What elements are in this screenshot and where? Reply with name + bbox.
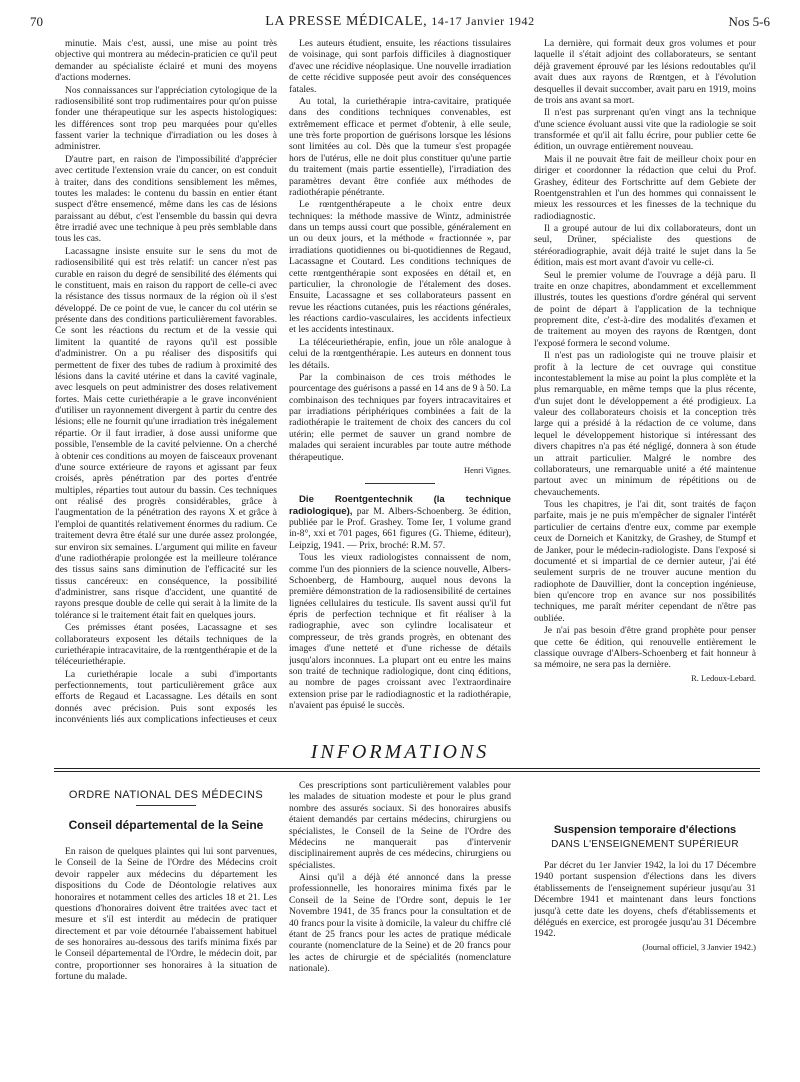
article-column-1	[55, 38, 277, 726]
article-paragraph: Lacassagne insiste ensuite sur le sens du mot de radiosensibilité qui est très relatif: un cancer n'est pas curable en raison du degré de sensibilité des éléments qui le constituent, mais en raison du rapport de celle-ci avec la résistance des tissus normaux de la région où il s'est développé. De ce point de vue, le cancer du col utérin se présente dans des conditions particulièrement favorables. Ce sont les réactions du rectum et de la vessie qui limitent la quantité de rayons qu'il est possible d'administrer. On a pu réaliser des dispositifs qui permettent de fixer des tubes de radium à proximité des lésions dans la cavité utérine et dans la cavité vaginale, avec lesquels on peut administrer des doses relativement fortes. Mais cette curiethérapie a le grave inconvénient d'utiliser un rayonnement divergent à partir du centre des lésions; elle ne fournit qu'une irradiation très inégalement répartie. Or il faut irradier, à dose aussi uniforme que possible, l'ensemble de la cavité pelvienne. On a cherché à obtenir ces conditions au moyen de faisceaux provenant d'une source extérieure de rayons et agissant par feux croisés, après pénétration par des portes d'entrée multiples, réparties tout autour du bassin. Ces techniques ont réalisé des progrès considérables, grâce à l'augmentation de la pénétration des rayons X et grâce à l'emploi de quantités relativement énormes du radium. Ce traitement devra être étalé sur une durée assez prolongée, sur environ six semaines. L'argument qui milite en faveur d'une radiothérapie prolongée est la meilleure tolérance des tissus sains sans diminution de l'efficacité sur les tissus cancéreux: en conséquence, la possibilité d'administrer, sans risque d'accident, une quantité de rayons presque double de celle qui serait à la limite de la tolérance si le traitement était fait en quelques jours.	[55, 245, 277, 621]
article-column-2	[289, 38, 511, 726]
divider	[54, 768, 760, 769]
elections-source: (Journal officiel, 3 Janvier 1942.)	[642, 941, 756, 952]
ordre-subheading: Conseil départemental de la Seine	[68, 818, 264, 832]
elections-subtitle: DANS L'ENSEIGNEMENT SUPÉRIEUR	[551, 839, 739, 850]
article-paragraph: La téléceuriethérapie, enfin, joue un rôle analogue à celui de la rœntgenthérapie. Les auteurs en donnent tous les détails.	[289, 336, 511, 371]
issue-number: Nos 5-6	[728, 14, 770, 29]
review-paragraph: Mais il ne pouvait être fait de meilleur choix pour en diriger et coordonner la rédaction que celui du Prof. Grashey, éditeur des Fortschritte auf dem Gebiete der Roentgenstrahlen et l'un des hommes qui connaissent le mieux les ressources et les finesses de la technique du radiodiagnostic.	[534, 153, 756, 222]
article-column-3	[534, 38, 756, 726]
article-paragraph: Les auteurs étudient, ensuite, les réactions tissulaires de voisinage, qui sont parfois difficiles à diagnostiquer d'avec une récidive néoplasique. Une nouvelle irradiation de cette récidive supposée peut avoir des conséquences fatales.	[289, 38, 511, 95]
ordre-column-1	[55, 780, 277, 1075]
elections-column	[534, 780, 756, 1075]
article-paragraph: D'autre part, en raison de l'impossibilité d'apprécier avec certitude l'extension vraie du cancer, on est conduit à traiter, dans des conditions sensiblement les mêmes, toutes les malades: le contenu du bassin en entier étant suspect d'être ensemencé, même dans les cas de lésions paraissant au début, c'est l'ensemble du bassin qui devra être irradié avec une technique à peu près semblable dans tous les cas.	[55, 153, 277, 245]
review-header	[289, 494, 511, 551]
review-paragraph: Tous les chapitres, je l'ai dit, sont traités de façon parfaite, mais je ne puis m'empêcher de signaler l'intérêt particulier de certains d'entre eux, comme par exemple ceux de Dorneich et Kanitzky, de Grashey, de Stumpf et de Janker, pour le médecin-radiologiste. Dans l'exposé si documenté et si impartial de ce dernier auteur, j'ai été seulement surpris de ne trouver aucune mention du radiophote de Dauvillier, dont la conception ingénieuse, bien qu'encore trop en avance sur nos possibilités techniques, me paraît mériter cependant de n'être pas oubliée.	[534, 499, 756, 624]
ordre-heading: ORDRE NATIONAL DES MÉDECINS	[68, 789, 264, 801]
informations-heading: INFORMATIONS	[310, 741, 490, 763]
ordre-paragraph: Ainsi qu'il a déjà été annoncé dans la presse professionnelle, les honoraires minima fixés par le Conseil de la Seine de l'Ordre sont, depuis le 1er Novembre 1941, de 35 francs pour la consultation et de 40 francs pour la visite à domicile, la valeur du chiffre clé étant de 25 francs pour les actes de pratique médicale courante (nomenclature de la Seine) et de 20 francs pour les actes de chirurgie et de spécialités (nomenclature nationale).	[289, 872, 511, 974]
page-number: 70	[30, 14, 43, 29]
ordre-paragraph: Ces prescriptions sont particulièrement valables pour les malades de situation modeste et pour le plus grand nombre des assurés sociaux. Si des honoraires abusifs étaient demandés par certains médecins, chirurgiens ou spécialistes, le Conseil de la Seine de l'Ordre des Médecins ne manquerait pas d'intervenir disciplinairement auprès de ces médecins, chirurgiens ou spécialistes.	[289, 780, 511, 871]
review-paragraph: Il n'est pas surprenant qu'en vingt ans la technique d'une science évoluant aussi vite que la radiologie se soit transformée et qu'il ait fallu écrire, pour publier cette 6e édition, un ouvrage entièrement nouveau.	[534, 107, 756, 153]
issue-date: 14-17 Janvier 1942	[431, 14, 535, 28]
article-paragraph: Au total, la curiethérapie intra-cavitaire, pratiquée dans des conditions techniques convenables, est extrêmement efficace et permet d'obtenir, à elle seule, une très forte proportion de guérisons lorsque les lésions sont limitées au col. Dès que la tumeur s'est propagée hors de l'utérus, elle ne doit plus constituer qu'une partie du traitement (mais partie essentielle), l'irradiation des paramètres devant être confiée aux méthodes de radiothérapie pénétrante.	[289, 95, 511, 198]
review-paragraph: Il a groupé autour de lui dix collaborateurs, dont un seul, Drüner, spécialiste des questions de stéréoradiographie, avait déjà traité le sujet dans la 5e édition, mais est mort avant d'avoir vu celle-ci.	[534, 223, 756, 269]
review-title: Die Roentgentechnik (la technique radiologique),	[289, 494, 511, 517]
review-paragraph: Je n'ai pas besoin d'être grand prophète pour penser que cette 6e édition, qui renouvelle entièrement le classique ouvrage d'Albers-Schoenberg et fait honneur à sa mémoire, ne sera pas la dernière.	[534, 625, 756, 671]
publication-title	[30, 14, 770, 30]
ordre-column-2	[289, 780, 511, 1075]
review-signature: R. Ledoux-Lebard.	[691, 672, 756, 683]
review-biblio: par M. Albers-Schoenberg. 3e édition, publiée par le Prof. Grashey. Tome Ier, 1 volume grand in-8°, xxi et 701 pages, 661 figures (G. Thieme, éditeur), Leipzig, 1941. — Prix, broché: R.M. 57.	[289, 505, 511, 551]
article-paragraph: La curiethérapie locale a subi d'importants perfectionnements, tout particulièrement grâce aux efforts de Regaud et Lacassagne. Les détails en sont donnés avec précision. Puis sont exposés les inconvénients liés aux complications infectieuses et ceux	[55, 668, 277, 726]
review-paragraph: Il n'est pas un radiologiste qui ne trouve plaisir et profit à la lecture de cet ouvrage qui constitue incontestablement la mise au point la plus complète et la plus remarquable, en même temps que la plus récente, d'un sujet dont le développement a été prodigieux. La valeur des collaborateurs choisis et la conception très large qui a présidé à la rédaction de ce volume, dans lequel le développement historique si intéressant des divers chapitres n'a pas été négligé, donnera à son étude un attrait particulier. Malgré le nombre des collaborateurs, une remarquable unité a été maintenue partout avec un minimum de répétitions ou de chevauchements.	[534, 350, 756, 498]
page-header	[30, 14, 770, 32]
article-signature: Henri Vignes.	[463, 464, 511, 475]
article-paragraph: Nos connaissances sur l'appréciation cytologique de la radiosensibilité sont trop rudimentaires pour qu'on puisse fonder une thérapeutique sur les aspects histologiques: les différences sont trop peu marquées pour qu'elles fassent varier la technique d'irradiation ou les doses à administrer.	[55, 84, 277, 153]
divider	[136, 805, 196, 806]
review-paragraph: Seul le premier volume de l'ouvrage a déjà paru. Il traite en onze chapitres, abondamment et excellemment illustrés, toutes les questions d'ordre général qui servent de point de départ à l'application de la technique proprement dite, c'est-à-dire des modalités d'examen et de traitement au moyen des rayons de Rœntgen, dont l'exposé formera le second volume.	[534, 269, 756, 349]
ordre-paragraph: En raison de quelques plaintes qui lui sont parvenues, le Conseil de la Seine de l'Ordre des Médecins croit devoir rappeler aux médecins du département les dispositions du Code de Déontologie relatives aux honoraires et notamment celles des articles 18 et 21. Les questions d'honoraires doivent être traitées avec tact et mesure et s'il est interdit au médecin de pratiquer directement et par voie détournée l'abaissement habituel de ses honoraires au-dessous des tarifs minima fixés par le Conseil départemental de l'Ordre, le médecin doit, par contre, proportionner ses honoraires à la situation de fortune du malade.	[55, 846, 277, 983]
divider	[54, 771, 760, 772]
review-paragraph: La dernière, qui formait deux gros volumes et pour laquelle il s'était adjoint des collaborateurs, se sentant déjà gravement éprouvé par les lésions redoutables qu'il avait dues aux rayons de Rœntgen, et à l'évolution desquelles il devait succomber, avait paru en 1919, moins de trois ans avant sa mort.	[534, 38, 756, 106]
article-paragraph: Ces prémisses étant posées, Lacassagne et ses collaborateurs exposent les détails techniques de la curiethérapie intracavitaire, de la rœntgenthérapie et de la téléceuriethérapie.	[55, 622, 277, 668]
elections-paragraph: Par décret du 1er Janvier 1942, la loi du 17 Décembre 1940 portant suspension d'élections dans les divers établissements de l'enseignement supérieur jusqu'au 31 Décembre 1941 et maintenant dans leurs fonctions jusqu'à cette date les doyens, chefs d'établissements et délégués en exercice, est prorogée jusqu'au 31 Décembre 1942.	[534, 860, 756, 940]
article-paragraph: minutie. Mais c'est, aussi, une mise au point très objective qui montrera au médecin-praticien ce qu'il peut demander au spécialiste éclairé et muni des moyens d'actions modernes.	[55, 38, 277, 84]
elections-title: Suspension temporaire d'élections	[553, 824, 737, 836]
publication-name: LA PRESSE MÉDICALE,	[265, 14, 428, 29]
review-paragraph: Tous les vieux radiologistes connaissent de nom, comme l'un des pionniers de la science nouvelle, Albers-Schoenberg, de Hambourg, auquel nous devons la première démonstration de la radiosensibilité de certaines lignées cellulaires du testicule. Ils savent aussi qu'il fut épris de perfection technique et fit réaliser à la radiographie, avec son cylindre localisateur et compresseur, de très grands progrès, en obtenant des images d'une netteté et d'une richesse de détails jusqu'alors inconnues. La plupart ont eu entre les mains son traité de technique radiologique, dont cinq éditions, au nombre de pages croissant avec l'extraordinaire extension prise par le radiodiagnostic et la radiothérapie, n'avaient pas épuisé le succès.	[289, 552, 511, 711]
article-paragraph: Par la combinaison de ces trois méthodes le pourcentage des guérisons a passé en 14 ans de 9 à 50. La combinaison des techniques par foyers intracavitaires et par irradiations périphériques combinées a fait de la radiothérapie le traitement de choix des cancers du col utérin; elle permet de sauver un grand nombre de malades qui seraient incurables par toute autre méthode thérapeutique.	[289, 371, 511, 463]
article-paragraph: Le rœntgenthérapeute a le choix entre deux techniques: la méthode massive de Wintz, administrée dans un temps aussi court que possible, généralement en un ou deux jours, et la méthode « fractionnée », par irradiations quotidiennes ou bi-quotidiennes de Regaud, Lacassagne et Coutard. Les conditions techniques de cette rœntgenthérapie sont exposées en détail et, en particulier, la chronologie de l'étalement des doses. Ensuite, Lacassagne et ses collaborateurs passent en revue les réactions cutanées, puis les réactions générales, les réactions cardio-vasculaires, les accidents infectieux et les accidents intestinaux.	[289, 199, 511, 336]
divider	[365, 483, 435, 484]
